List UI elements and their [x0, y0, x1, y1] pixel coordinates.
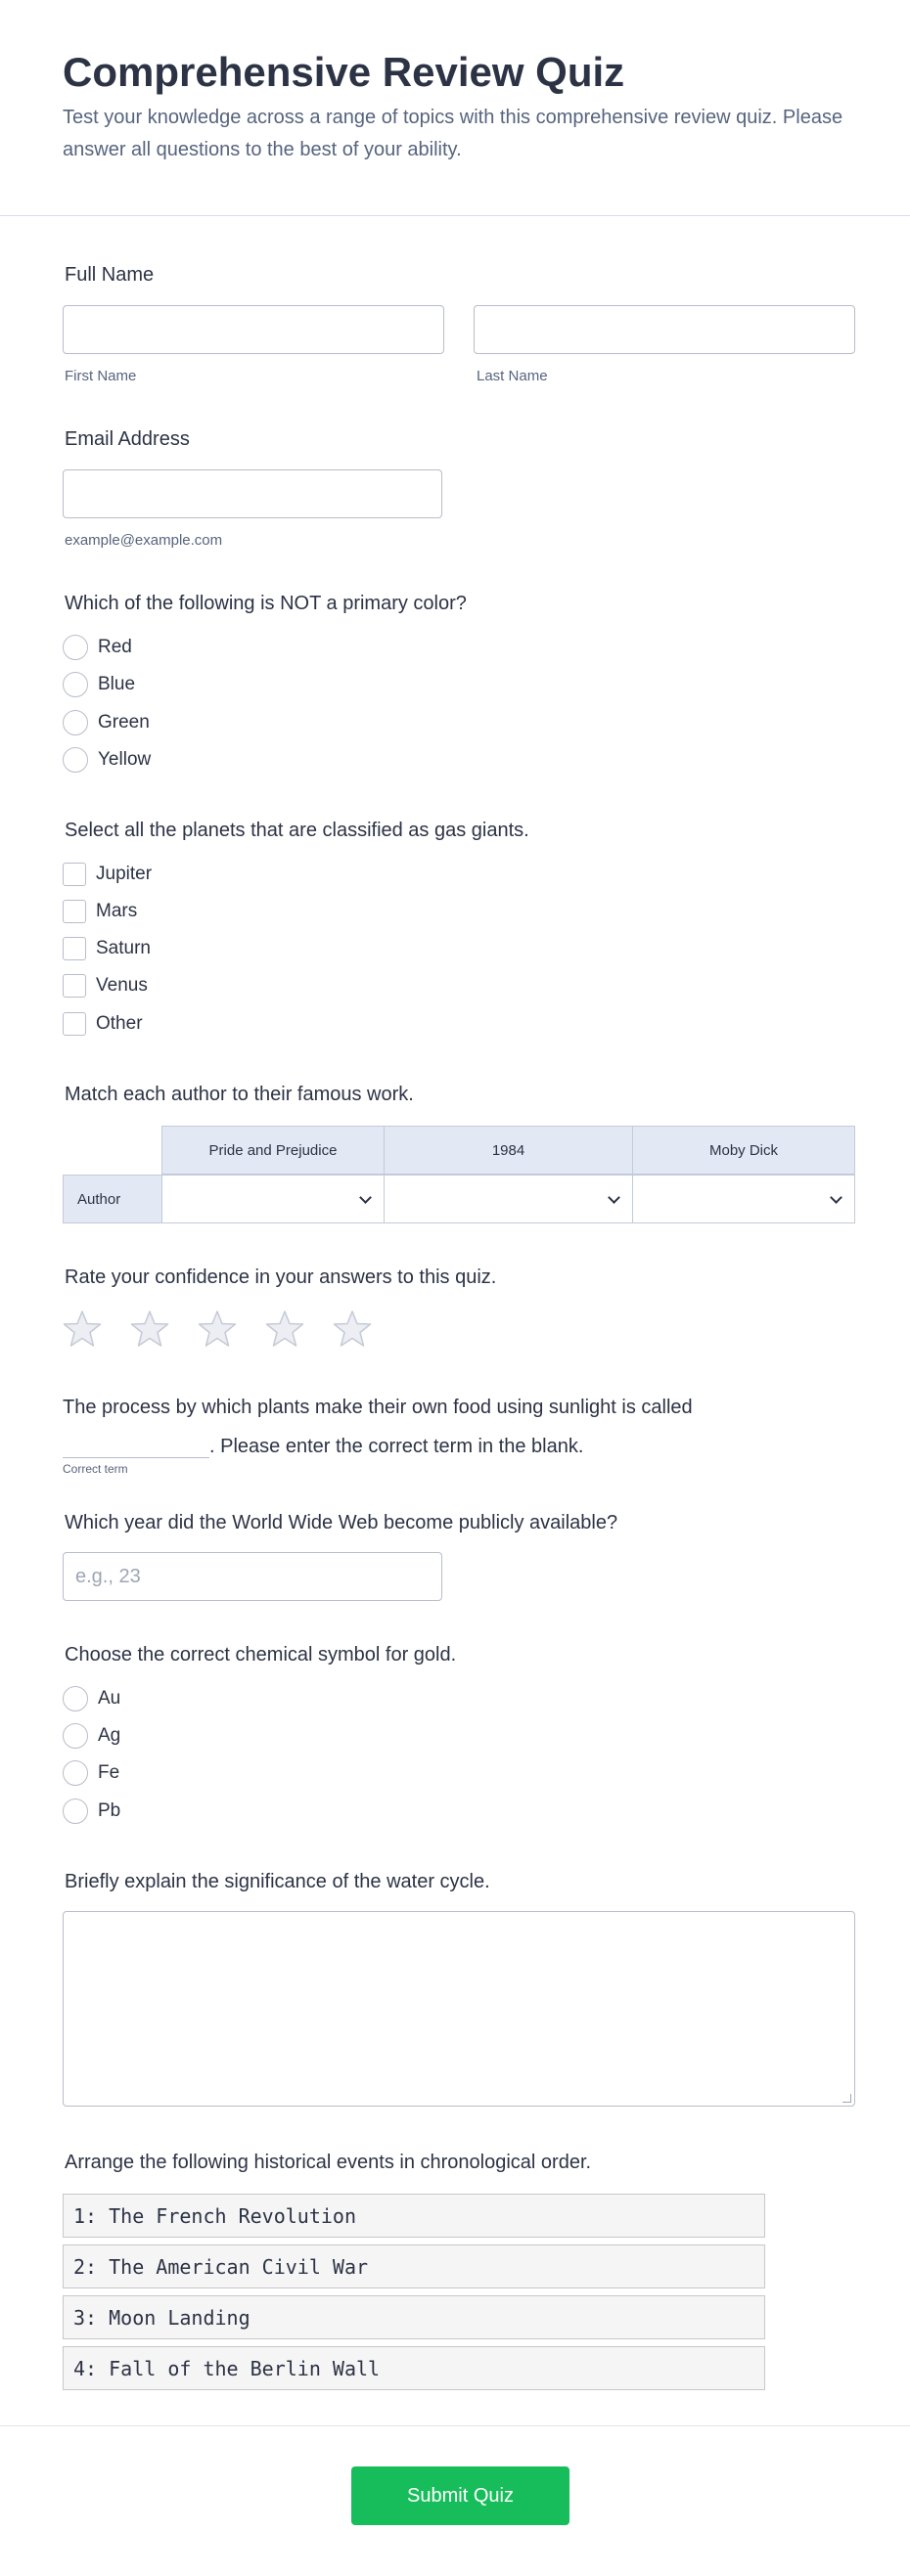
matrix-row-label: Author — [63, 1175, 162, 1223]
full-name-label: Full Name — [65, 264, 155, 286]
email-label: Email Address — [65, 428, 190, 450]
checkbox[interactable] — [63, 937, 86, 960]
rank-item[interactable]: 4: Fall of the Berlin Wall — [63, 2346, 765, 2390]
chevron-down-icon — [830, 1191, 842, 1204]
primary-color-option-yellow[interactable]: Yellow — [63, 746, 151, 774]
email-input[interactable] — [63, 469, 442, 518]
water-cycle-question: Briefly explain the significance of the water cycle. — [65, 1871, 490, 1892]
radio-button[interactable] — [63, 672, 88, 697]
fill-blank-text-after: . Please enter the correct term in the blank. — [209, 1436, 584, 1457]
radio-button[interactable] — [63, 1799, 88, 1824]
star-icon[interactable] — [130, 1310, 169, 1349]
star-icon[interactable] — [198, 1310, 237, 1349]
chevron-down-icon — [608, 1191, 620, 1204]
gas-giants-option-saturn[interactable]: Saturn — [63, 935, 151, 962]
gold-option-ag[interactable]: Ag — [63, 1722, 120, 1750]
radio-button[interactable] — [63, 710, 88, 735]
fill-blank-input[interactable] — [63, 1457, 209, 1458]
rank-item[interactable]: 2: The American Civil War — [63, 2244, 765, 2288]
checkbox[interactable] — [63, 1012, 86, 1036]
matrix-select-pride-and-prejudice[interactable] — [161, 1175, 385, 1223]
fill-blank-sublabel: Correct term — [63, 1462, 128, 1476]
form-header — [0, 0, 910, 216]
gold-question: Choose the correct chemical symbol for gold. — [65, 1644, 457, 1666]
rating-question: Rate your confidence in your answers to this quiz. — [65, 1266, 497, 1288]
chevron-down-icon — [359, 1191, 372, 1204]
gas-giants-option-venus[interactable]: Venus — [63, 972, 148, 999]
primary-color-option-blue[interactable]: Blue — [63, 671, 135, 698]
gas-giants-question: Select all the planets that are classified as gas giants. — [65, 820, 529, 841]
page-title: Comprehensive Review Quiz — [63, 49, 625, 95]
primary-color-option-red[interactable]: Red — [63, 634, 132, 661]
rank-item[interactable]: 3: Moon Landing — [63, 2295, 765, 2339]
gold-option-fe[interactable]: Fe — [63, 1759, 119, 1787]
radio-button[interactable] — [63, 1686, 88, 1711]
gas-giants-option-jupiter[interactable]: Jupiter — [63, 861, 152, 888]
checkbox[interactable] — [63, 863, 86, 886]
radio-button[interactable] — [63, 1760, 88, 1786]
gold-option-pb[interactable]: Pb — [63, 1798, 120, 1825]
fill-blank-text-before: The process by which plants make their own food using sunlight is called — [63, 1397, 693, 1418]
star-icon[interactable] — [63, 1310, 102, 1349]
gas-giants-option-other[interactable]: Other — [63, 1010, 143, 1038]
submit-button[interactable]: Submit Quiz — [351, 2466, 569, 2525]
order-question: Arrange the following historical events in chronological order. — [65, 2152, 592, 2173]
email-hint: example@example.com — [65, 532, 223, 549]
footer-divider — [0, 2425, 910, 2426]
radio-button[interactable] — [63, 635, 88, 660]
gas-giants-option-mars[interactable]: Mars — [63, 898, 137, 925]
rank-item[interactable]: 1: The French Revolution — [63, 2194, 765, 2238]
primary-color-option-green[interactable]: Green — [63, 709, 150, 736]
primary-color-question: Which of the following is NOT a primary color? — [65, 593, 467, 614]
last-name-input[interactable] — [474, 305, 855, 354]
matrix-column-header: Pride and Prejudice — [161, 1126, 385, 1175]
gold-option-au[interactable]: Au — [63, 1685, 120, 1712]
first-name-input[interactable] — [63, 305, 444, 354]
match-question: Match each author to their famous work. — [65, 1084, 414, 1105]
matrix-column-header: Moby Dick — [632, 1126, 855, 1175]
checkbox[interactable] — [63, 900, 86, 923]
year-input[interactable] — [63, 1552, 442, 1601]
resize-handle-icon[interactable] — [842, 2094, 851, 2103]
last-name-sublabel: Last Name — [477, 368, 548, 384]
radio-button[interactable] — [63, 1723, 88, 1749]
matrix-select-1984[interactable] — [384, 1175, 633, 1223]
checkbox[interactable] — [63, 974, 86, 998]
page-subtitle: Test your knowledge across a range of topics with this comprehensive review quiz. Please answer all questions to the best of your ability. — [63, 107, 843, 160]
matrix-select-moby-dick[interactable] — [632, 1175, 855, 1223]
year-question: Which year did the World Wide Web become publicly available? — [65, 1512, 618, 1533]
water-cycle-textarea[interactable] — [63, 1911, 855, 2107]
first-name-sublabel: First Name — [65, 368, 137, 384]
matrix-column-header: 1984 — [384, 1126, 633, 1175]
star-icon[interactable] — [333, 1310, 372, 1349]
radio-button[interactable] — [63, 747, 88, 773]
star-icon[interactable] — [265, 1310, 304, 1349]
